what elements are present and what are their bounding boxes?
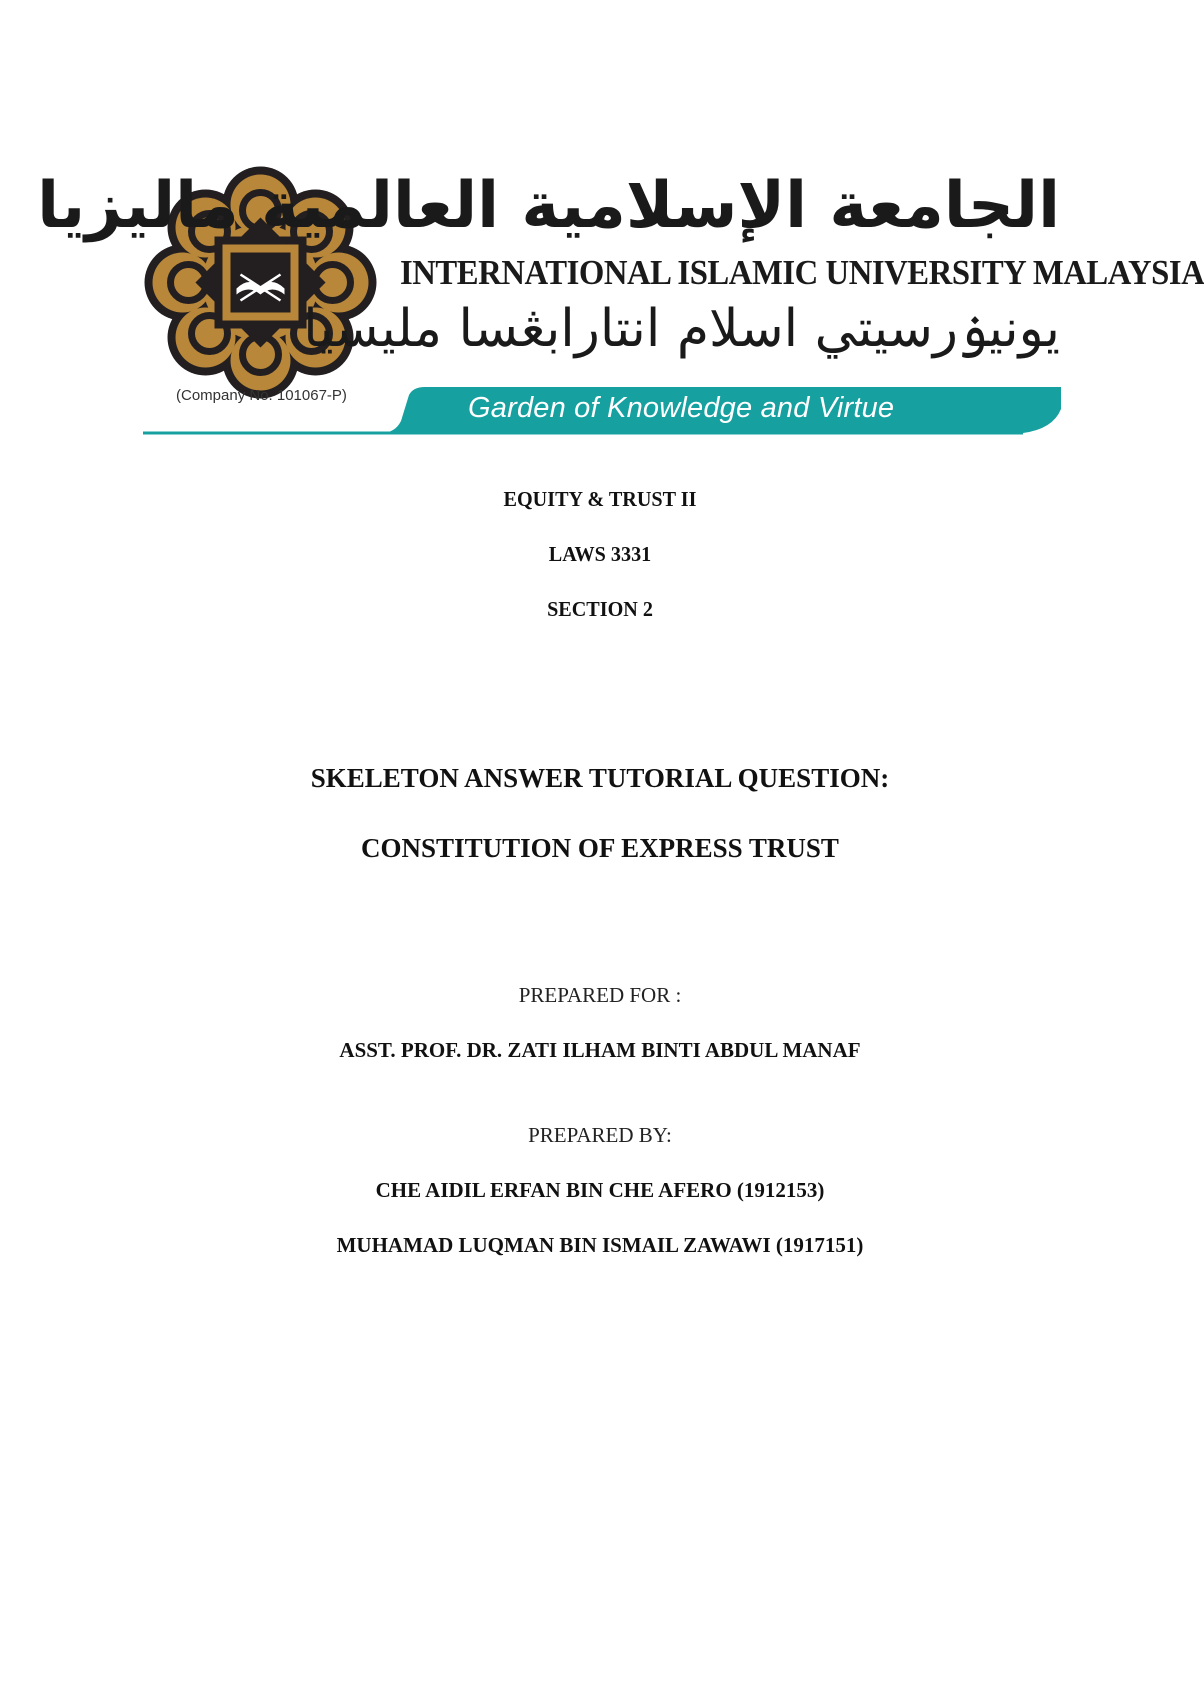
university-tagline: Garden of Knowledge and Virtue [468, 392, 895, 424]
university-arabic-name: الجامعة الإسلامية العالمية ماليزيا [37, 169, 1060, 243]
university-jawi-name: يونيۏرسيتي اسلام انتارابڠسا مليسيا [303, 299, 1060, 359]
course-title: EQUITY & TRUST II [503, 487, 697, 511]
assignment-title-line2: CONSTITUTION OF EXPRESS TRUST [361, 833, 839, 863]
assignment-title-line1: SKELETON ANSWER TUTORIAL QUESTION: [310, 763, 890, 793]
author-name: CHE AIDIL ERFAN BIN CHE AFERO (1912153) [375, 1178, 825, 1202]
prepared-by-label: PREPARED BY: [528, 1123, 672, 1147]
course-code: LAWS 3331 [548, 542, 652, 566]
university-logo [37, 165, 1204, 435]
university-english-name: INTERNATIONAL ISLAMIC UNIVERSITY MALAYSIA [400, 253, 1204, 292]
author-name: MUHAMAD LUQMAN BIN ISMAIL ZAWAWI (1917151) [336, 1233, 864, 1257]
company-number: (Company No. 101067-P) [176, 387, 347, 404]
prepared-for-label: PREPARED FOR : [518, 983, 682, 1007]
course-section: SECTION 2 [547, 597, 653, 621]
lecturer-name: ASST. PROF. DR. ZATI ILHAM BINTI ABDUL MANAF [339, 1038, 861, 1062]
